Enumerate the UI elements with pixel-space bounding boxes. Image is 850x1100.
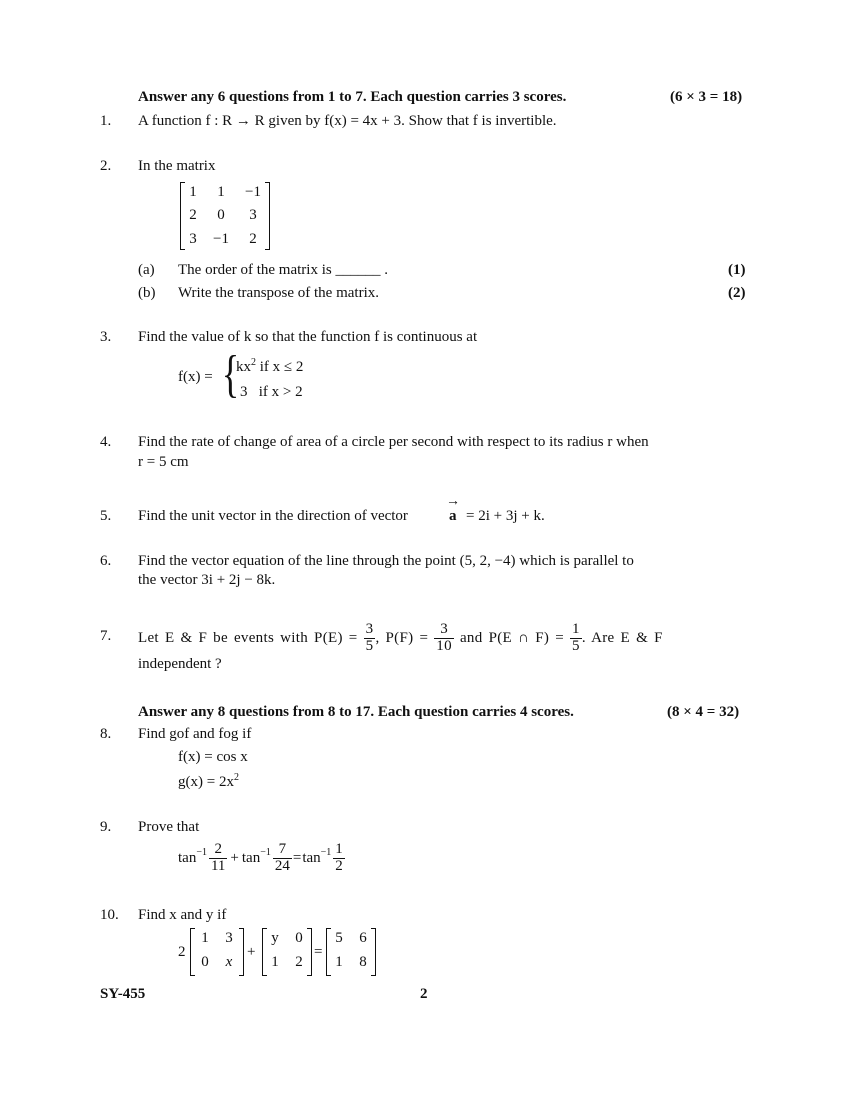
vector-a: a bbox=[449, 508, 457, 524]
matrix-cell: 1 bbox=[335, 954, 343, 970]
matrix-cell: 1 bbox=[217, 184, 225, 200]
fraction: $\frac{2}{11}$ bbox=[210, 840, 226, 874]
question-8-text: Find gof and fog if bbox=[138, 726, 252, 742]
matrix-3 bbox=[326, 928, 376, 976]
question-number: 10. bbox=[100, 907, 119, 923]
question-1-text: A function f : R → R given by f(x) = 4x + 3. Show that f is invertible. bbox=[138, 113, 557, 129]
question-8-f: f(x) = cos x bbox=[178, 749, 248, 765]
matrix-cell: 3 bbox=[249, 207, 257, 223]
vector-arrow: → bbox=[446, 494, 460, 509]
matrix-2 bbox=[262, 928, 312, 976]
section-b-heading: Answer any 8 questions from 8 to 17. Each question carries 4 scores. bbox=[138, 704, 574, 720]
matrix-cell: 5 bbox=[335, 930, 343, 946]
question-5-text: Find the unit vector in the direction of vector bbox=[138, 508, 408, 524]
equals-sign: = bbox=[314, 944, 323, 960]
fraction: $\frac{3}{10}$ bbox=[436, 620, 452, 654]
matrix-cell: 8 bbox=[359, 954, 367, 970]
subpart-label: (a) bbox=[138, 262, 155, 278]
matrix-cell: x bbox=[225, 954, 233, 970]
matrix-cell: 2 bbox=[295, 954, 303, 970]
question-7-line-1: Let E & F be events with P(E) = $\frac{3}{5}$ , P(F) = $\frac{3}{10}$ and P(E ∩ F) = $\frac{1}{5}$ . Are E & F bbox=[138, 620, 663, 654]
matrix-cell: 0 bbox=[201, 954, 209, 970]
question-3-text: Find the value of k so that the function f is continuous at bbox=[138, 329, 478, 345]
question-9-identity: tan $^{-1}$ $\frac{2}{11}$ + tan $^{-1}$ $\frac{7}{24}$ = tan $^{-1}$ $\frac{1}{2}$ bbox=[178, 840, 343, 874]
fraction: $\frac{3}{5}$ bbox=[365, 620, 374, 654]
question-5-rest: = 2i + 3j + k. bbox=[466, 508, 545, 524]
question-number: 1. bbox=[100, 113, 112, 129]
matrix-cell: 1 bbox=[189, 184, 197, 200]
matrix-cell: 2 bbox=[189, 207, 197, 223]
subpart-a-marks: (1) bbox=[728, 262, 746, 278]
fraction: $\frac{1}{5}$ bbox=[572, 620, 580, 654]
matrix-cell: 2 bbox=[249, 231, 257, 247]
matrix-cell: y bbox=[271, 930, 279, 946]
question-4-line-2: r = 5 cm bbox=[138, 454, 189, 470]
paper-code: SY-455 bbox=[100, 986, 146, 1002]
matrix-cell: 3 bbox=[225, 930, 233, 946]
question-number: 4. bbox=[100, 434, 112, 450]
subpart-b-text: Write the transpose of the matrix. bbox=[178, 285, 379, 301]
subpart-a-text: The order of the matrix is ______ . bbox=[178, 262, 388, 278]
question-8-g: $g(x) = 2x^2$ bbox=[178, 772, 239, 790]
matrix-cell: 0 bbox=[295, 930, 303, 946]
function-lhs: f(x) = bbox=[178, 369, 213, 385]
section-a-heading: Answer any 6 questions from 1 to 7. Each question carries 3 scores. bbox=[138, 89, 567, 105]
question-number: 2. bbox=[100, 158, 112, 174]
question-2-text: In the matrix bbox=[138, 158, 216, 174]
question-10-text: Find x and y if bbox=[138, 907, 227, 923]
question-6-line-2: the vector 3i + 2j − 8k. bbox=[138, 572, 276, 588]
matrix-cell: 1 bbox=[201, 930, 209, 946]
matrix-1 bbox=[190, 928, 244, 976]
matrix-cell: 1 bbox=[271, 954, 279, 970]
section-b-marks: (8 × 4 = 32) bbox=[667, 704, 740, 720]
question-number: 7. bbox=[100, 628, 112, 644]
matrix-cell: −1 bbox=[213, 231, 229, 247]
matrix-cell: 3 bbox=[189, 231, 197, 247]
case-1: $kx^2$ if x ≤ 2 bbox=[236, 357, 304, 375]
fraction: $\frac{1}{2}$ bbox=[335, 840, 343, 874]
left-brace: { bbox=[221, 346, 240, 403]
question-4-line-1: Find the rate of change of area of a circle per second with respect to its radius r when bbox=[138, 434, 649, 450]
plus-sign: + bbox=[247, 944, 256, 960]
subpart-b-marks: (2) bbox=[728, 285, 746, 301]
matrix-cell: 0 bbox=[217, 207, 225, 223]
question-2-matrix bbox=[180, 180, 270, 252]
section-a-marks: (6 × 3 = 18) bbox=[670, 89, 743, 105]
question-6-line-1: Find the vector equation of the line through the point (5, 2, −4) which is parallel to bbox=[138, 553, 634, 569]
scalar-coefficient: 2 bbox=[178, 944, 186, 960]
case-2: 3 if x > 2 bbox=[240, 384, 303, 400]
question-number: 9. bbox=[100, 819, 112, 835]
question-number: 3. bbox=[100, 329, 112, 345]
question-number: 5. bbox=[100, 508, 112, 524]
page-number: 2 bbox=[420, 986, 428, 1002]
question-9-text: Prove that bbox=[138, 819, 200, 835]
question-number: 8. bbox=[100, 726, 112, 742]
subpart-label: (b) bbox=[138, 285, 156, 301]
matrix-cell: 6 bbox=[359, 930, 367, 946]
question-number: 6. bbox=[100, 553, 112, 569]
matrix-cell: −1 bbox=[245, 184, 261, 200]
question-7-line-2: independent ? bbox=[138, 656, 222, 672]
fraction: $\frac{7}{24}$ bbox=[274, 840, 290, 874]
